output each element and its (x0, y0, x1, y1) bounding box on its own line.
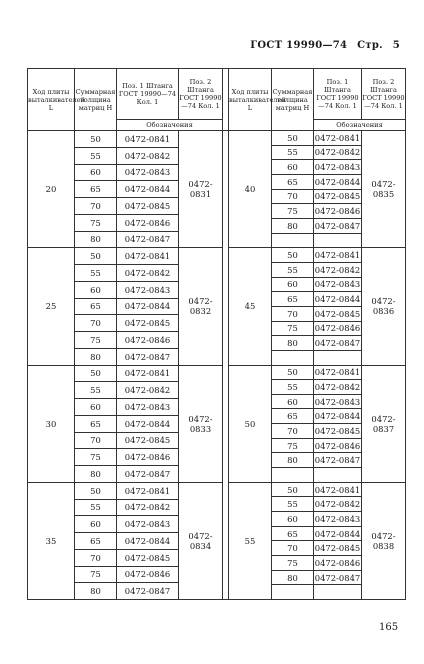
pos1-code-cell: 0472-0843 (117, 281, 179, 298)
pos1-code-cell: 0472-0846 (314, 321, 362, 336)
page-header (244, 40, 400, 51)
thickness-cell: 50 (272, 482, 314, 497)
pos1-code-cell (314, 468, 362, 483)
col-thickness-right: Суммарная толщина матриц H (272, 69, 314, 131)
pos1-code-cell: 0472-0843 (117, 399, 179, 416)
thickness-cell: 80 (272, 336, 314, 351)
thickness-cell: 80 (272, 453, 314, 468)
stroke-cell: 50 (229, 365, 272, 482)
pos1-code-cell: 0472-0841 (314, 131, 362, 146)
thickness-cell: 70 (75, 198, 117, 215)
pos1-code-cell: 0472-0842 (314, 497, 362, 512)
pos1-code-cell: 0472-0845 (117, 432, 179, 449)
thickness-cell: 65 (272, 292, 314, 307)
pos1-code-cell: 0472-0843 (314, 277, 362, 292)
stroke-cell: 55 (229, 482, 272, 599)
thickness-cell: 55 (272, 145, 314, 160)
thickness-cell: 50 (75, 131, 117, 148)
pos1-code-cell: 0472-0847 (314, 336, 362, 351)
pos1-code-cell: 0472-0841 (314, 248, 362, 263)
pos1-code-cell: 0472-0844 (117, 415, 179, 432)
col-pos2-right: Поз. 2 Штанга ГОСТ 19990—74 Кол. 1 (362, 69, 406, 120)
pos1-code-cell: 0472-0845 (314, 189, 362, 204)
thickness-cell: 65 (272, 174, 314, 189)
pos1-code-cell: 0472-0847 (314, 218, 362, 233)
thickness-cell: 80 (75, 583, 117, 600)
thickness-cell: 75 (75, 214, 117, 231)
pos1-code-cell: 0472-0843 (314, 512, 362, 527)
thickness-cell: 70 (272, 189, 314, 204)
thickness-cell: 65 (272, 409, 314, 424)
thickness-cell: 75 (272, 321, 314, 336)
pos2-code-cell: 0472-0838 (362, 482, 406, 599)
thickness-cell: 60 (272, 277, 314, 292)
thickness-cell: 70 (272, 541, 314, 556)
pos1-code-cell: 0472-0845 (117, 549, 179, 566)
pos1-code-cell: 0472-0846 (117, 449, 179, 466)
pos1-code-cell (314, 350, 362, 365)
pos1-code-cell: 0472-0847 (117, 348, 179, 365)
thickness-cell: 75 (272, 204, 314, 219)
thickness-cell: 50 (272, 131, 314, 146)
pos1-code-cell: 0472-0842 (117, 147, 179, 164)
pos1-code-cell: 0472-0843 (117, 516, 179, 533)
thickness-cell (272, 585, 314, 600)
pos1-code-cell: 0472-0841 (314, 365, 362, 380)
thickness-cell (272, 233, 314, 248)
col-pos1-right: Поз. 1 Штанга ГОСТ 19990—74 Кол. 1 (314, 69, 362, 120)
pos1-code-cell: 0472-0842 (314, 145, 362, 160)
pos1-code-cell: 0472-0845 (117, 198, 179, 215)
pos2-code-cell: 0472-0831 (179, 131, 223, 248)
pos1-code-cell: 0472-0844 (117, 181, 179, 198)
pos1-code-cell (314, 585, 362, 600)
spec-table-body (28, 131, 406, 600)
thickness-cell: 55 (272, 497, 314, 512)
pos1-code-cell: 0472-0841 (314, 482, 362, 497)
pos1-code-cell: 0472-0842 (117, 499, 179, 516)
pos1-code-cell: 0472-0844 (117, 533, 179, 550)
thickness-cell: 50 (272, 365, 314, 380)
thickness-cell: 65 (75, 181, 117, 198)
thickness-cell: 80 (272, 570, 314, 585)
thickness-cell: 75 (75, 332, 117, 349)
pos1-code-cell: 0472-0841 (117, 482, 179, 499)
pos1-code-cell: 0472-0846 (117, 566, 179, 583)
thickness-cell: 60 (272, 512, 314, 527)
thickness-cell: 80 (272, 218, 314, 233)
thickness-cell (272, 350, 314, 365)
thickness-cell: 50 (272, 248, 314, 263)
thickness-cell: 80 (75, 348, 117, 365)
thickness-cell: 70 (272, 306, 314, 321)
thickness-cell: 75 (75, 566, 117, 583)
pos1-code-cell: 0472-0847 (117, 231, 179, 248)
pos1-code-cell: 0472-0844 (314, 526, 362, 541)
pos1-code-cell: 0472-0842 (314, 262, 362, 277)
thickness-cell: 65 (75, 533, 117, 550)
pos2-code-cell: 0472-0834 (179, 482, 223, 599)
pos1-code-cell: 0472-0845 (314, 424, 362, 439)
stroke-cell: 25 (28, 248, 75, 365)
gost-number: ГОСТ 19990—74 (250, 40, 348, 51)
thickness-cell: 65 (75, 298, 117, 315)
col-thickness-left: Суммарная толщина матриц H (75, 69, 117, 131)
thickness-cell: 55 (75, 265, 117, 282)
pos1-code-cell: 0472-0845 (314, 306, 362, 321)
pos1-code-cell: 0472-0846 (314, 556, 362, 571)
pos2-code-cell: 0472-0837 (362, 365, 406, 482)
pos1-code-cell: 0472-0842 (314, 380, 362, 395)
thickness-cell: 60 (75, 399, 117, 416)
thickness-cell: 55 (75, 382, 117, 399)
pos1-code-cell: 0472-0845 (314, 541, 362, 556)
page-label: Стр. (357, 40, 383, 51)
thickness-cell: 70 (75, 315, 117, 332)
pos1-code-cell: 0472-0841 (117, 365, 179, 382)
thickness-cell: 70 (75, 432, 117, 449)
spec-table (27, 68, 406, 600)
col-stroke-left: Ход плиты выталкивателей L (28, 69, 75, 131)
thickness-cell: 55 (272, 380, 314, 395)
thickness-cell: 75 (272, 438, 314, 453)
pos1-code-cell: 0472-0842 (117, 382, 179, 399)
thickness-cell: 60 (272, 394, 314, 409)
pos1-code-cell: 0472-0847 (117, 466, 179, 483)
thickness-cell: 60 (272, 160, 314, 175)
thickness-cell: 50 (75, 365, 117, 382)
pos2-code-cell: 0472-0835 (362, 131, 406, 248)
thickness-cell (272, 468, 314, 483)
stroke-cell: 45 (229, 248, 272, 365)
stroke-cell: 40 (229, 131, 272, 248)
pos1-code-cell: 0472-0846 (117, 332, 179, 349)
thickness-cell: 60 (75, 281, 117, 298)
thickness-cell: 80 (75, 466, 117, 483)
pos2-code-cell: 0472-0833 (179, 365, 223, 482)
thickness-cell: 75 (272, 556, 314, 571)
pos1-code-cell: 0472-0842 (117, 265, 179, 282)
pos1-code-cell: 0472-0843 (117, 164, 179, 181)
col-stroke-right: Ход плиты выталкивателей L (229, 69, 272, 131)
col-pos1-left: Поз. 1 Штанга ГОСТ 19990—74 Кол. 1 (117, 69, 179, 120)
thickness-cell: 55 (75, 147, 117, 164)
pos2-code-cell: 0472-0832 (179, 248, 223, 365)
thickness-cell: 55 (75, 499, 117, 516)
thickness-cell: 65 (272, 526, 314, 541)
page-index: 5 (392, 40, 400, 51)
thickness-cell: 50 (75, 482, 117, 499)
thickness-cell: 65 (75, 415, 117, 432)
pos1-code-cell: 0472-0844 (314, 409, 362, 424)
pos1-code-cell: 0472-0841 (117, 248, 179, 265)
pos1-code-cell: 0472-0845 (117, 315, 179, 332)
pos1-code-cell: 0472-0847 (117, 583, 179, 600)
pos1-code-cell: 0472-0844 (314, 174, 362, 189)
pos1-code-cell: 0472-0843 (314, 394, 362, 409)
designation-header-right: Обозначения (314, 120, 406, 131)
thickness-cell: 75 (75, 449, 117, 466)
pos1-code-cell: 0472-0844 (117, 298, 179, 315)
pos1-code-cell: 0472-0841 (117, 131, 179, 148)
pos1-code-cell: 0472-0846 (314, 204, 362, 219)
thickness-cell: 70 (75, 549, 117, 566)
pos1-code-cell (314, 233, 362, 248)
thickness-cell: 60 (75, 164, 117, 181)
pos1-code-cell: 0472-0847 (314, 570, 362, 585)
thickness-cell: 70 (272, 424, 314, 439)
pos1-code-cell: 0472-0846 (117, 214, 179, 231)
pos2-code-cell: 0472-0836 (362, 248, 406, 365)
page-number: 165 (379, 622, 399, 633)
col-pos2-left: Поз. 2 Штанга ГОСТ 19990—74 Кол. 1 (179, 69, 223, 120)
thickness-cell: 80 (75, 231, 117, 248)
stroke-cell: 30 (28, 365, 75, 482)
designation-header-left: Обозначения (117, 120, 223, 131)
thickness-cell: 55 (272, 262, 314, 277)
stroke-cell: 35 (28, 482, 75, 599)
pos1-code-cell: 0472-0846 (314, 438, 362, 453)
pos1-code-cell: 0472-0843 (314, 160, 362, 175)
stroke-cell: 20 (28, 131, 75, 248)
thickness-cell: 50 (75, 248, 117, 265)
pos1-code-cell: 0472-0847 (314, 453, 362, 468)
pos1-code-cell: 0472-0844 (314, 292, 362, 307)
thickness-cell: 60 (75, 516, 117, 533)
